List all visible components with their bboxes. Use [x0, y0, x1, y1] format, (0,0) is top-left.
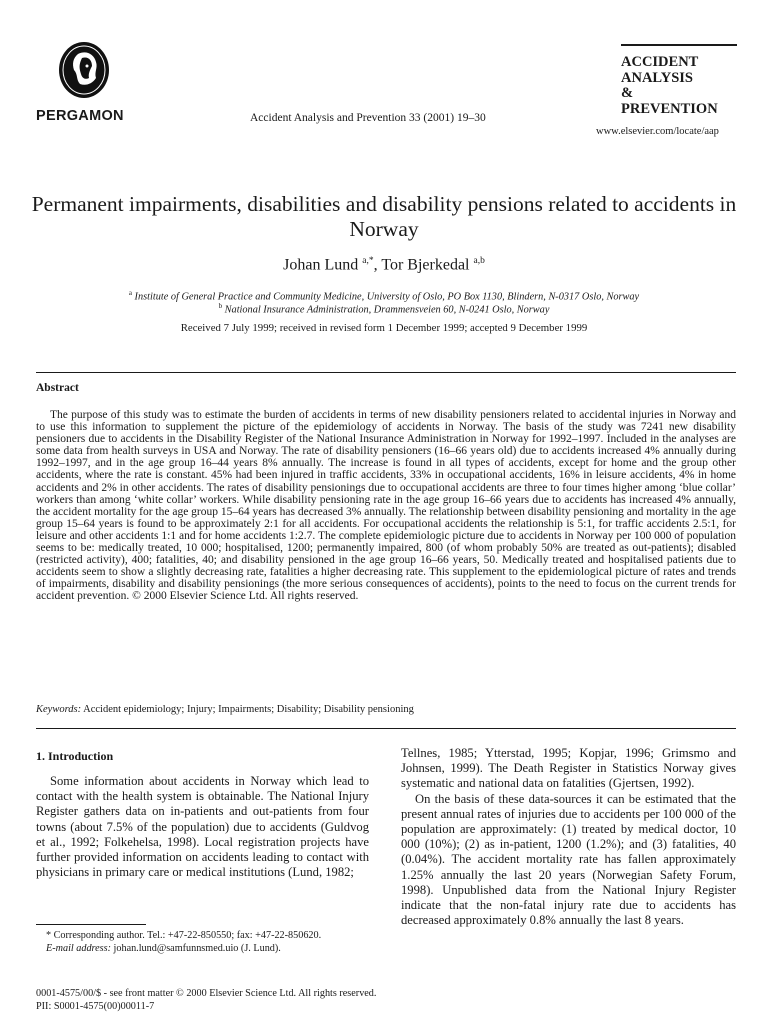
affiliation-text: Institute of General Practice and Community Medicine, University of Oslo, PO Box 1130, Blindern, N-0317 Oslo, Norway: [134, 291, 640, 303]
divider: [36, 728, 736, 729]
keywords-label: Keywords:: [36, 704, 82, 715]
author-name: Johan Lund: [283, 256, 359, 274]
author-separator: ,: [373, 256, 382, 274]
affiliation-mark: b: [218, 302, 223, 310]
keywords-list: Accident epidemiology; Injury; Impairments; Disability; Disability pensioning: [83, 704, 414, 715]
keywords: [36, 704, 414, 715]
copyright-block: [36, 988, 376, 1013]
body-paragraph: Tellnes, 1985; Ytterstad, 1995; Kopjar, 1996; Grimsmo and Johnsen, 1999). The Death Register in Statistics Norway gives systematic and national data on fatalities (Gjertsen, 1992).: [401, 746, 736, 791]
pii-line: PII: S0001-4575(00)00011-7: [36, 1000, 155, 1012]
email-label: E-mail address:: [46, 942, 111, 954]
journal-citation: Accident Analysis and Prevention 33 (2001) 19–30: [250, 112, 486, 124]
affiliation-mark: a: [128, 289, 132, 297]
author-affiliation-mark: a,b: [473, 256, 485, 266]
section-heading: 1. Introduction: [36, 749, 114, 763]
article-title: Permanent impairments, disabilities and disability pensions related to accidents in Norway: [31, 192, 737, 241]
author-name: Tor Bjerkedal: [381, 256, 470, 274]
journal-title-rule: [621, 44, 737, 46]
journal-url-link[interactable]: www.elsevier.com/locate/aap: [596, 126, 719, 137]
affiliation-b: [30, 302, 738, 315]
body-column-left: [36, 774, 369, 880]
body-column-right: [401, 746, 736, 928]
pergamon-logo-icon: [56, 40, 112, 100]
journal-title-line: &: [621, 85, 634, 101]
journal-title: [621, 55, 718, 117]
journal-title-line: ACCIDENT: [621, 54, 699, 70]
author-affiliation-mark: a,*: [362, 256, 374, 266]
affiliation-text: National Insurance Administration, Drammensveien 60, N-0241 Oslo, Norway: [224, 304, 550, 316]
footnote-rule: [36, 924, 146, 925]
abstract-heading: Abstract: [36, 382, 79, 394]
corresponding-author-note: * Corresponding author. Tel.: +47-22-850550; fax: +47-22-850620.: [46, 930, 322, 941]
affiliation-a: [30, 289, 738, 302]
email-note: [36, 943, 369, 956]
author-list: [30, 256, 738, 274]
received-dates: Received 7 July 1999; received in revised form 1 December 1999; accepted 9 December 1999: [180, 322, 588, 334]
body-paragraph: Some information about accidents in Norway which lead to contact with the health system is obtainable. The National Injury Register gathers data on in-patients and out-patients from four towns (about 7.5% of the population) due to accidents (Guldvog et al., 1992; Folkehelsa, 1998). Local registration projects have further provided information on accidents leading to contact with physicians in primary care or medical institutions (Lund, 1982;: [36, 774, 369, 880]
footnote: [36, 930, 369, 955]
journal-title-line: PREVENTION: [621, 100, 718, 117]
journal-title-line: ANALYSIS: [621, 69, 693, 86]
abstract-text: The purpose of this study was to estimate the burden of accidents in terms of new disability pensioners related to accidental injuries in Norway and to use this information to supplement the picture of the epidemiology of accidents in Norway. The basis of the study was 7241 new disability pensioners due to accidents in the Disability Register of the National Insurance Administration in Norway for 1992–1997. Included in the analyses are some data from health surveys in USA and Norway. The rate of disability pensioners (16–66 years old) due to accidents increased 4% annually during 1992–1997, and in the age group 16–44 years 8% annually. The increase is found in all types of accidents, except for home and the group other accidents, where the rate is constant. 45% had been injured in traffic accidents, 33% in occupational accidents, 16% in leisure accidents, 4% in home accidents and 2% in other accidents. The rates of disability pensionings due to occupational accidents are three to four times higher among ‘blue collar’ workers than among ‘white collar’ workers. While disability pensioning rate in the age group 16–66 years due to accidents has increased 4% annually, the accident mortality for the age group 15–64 years has decreased 3% annually. The relationship between disability pensioning and mortality in the age group 15–64 years is found to be approximately 2:1 for all accidents. For occupational accidents the relationship is 5:1, for traffic accidents 2.5:1, for leisure and other accidents 1:1 and for home accidents 1:2.7. The complete epidemiologic picture due to accidents in Norway per 100 000 of population seems to be: medically treated, 10 000; hospitalised, 1200; permanently impaired, 800 (of whom probably 50% are treated as out-patients); disabled (restricted activity), 400; fatalities, 40; and disability pensioned in the age group 16–66 years, 50. Medically treated and hospitalised patients due to accidents seem to show a slightly decreasing rate, fatalities a higher decreasing rate. This supplement to the epidemiological picture of rates and trends of impairments, disability and disability pensionings (the more serious consequences of accidents), points to the need to focus on the current trends for accident prevention. © 2000 Elsevier Science Ltd. All rights reserved.: [36, 409, 737, 603]
copyright-line: 0001-4575/00/$ - see front matter © 2000 Elsevier Science Ltd. All rights reserved.: [36, 988, 377, 999]
divider: [36, 372, 736, 373]
publisher-name: PERGAMON: [36, 108, 124, 124]
body-paragraph: On the basis of these data-sources it can be estimated that the present annual rates of injuries due to accidents per 100 000 of the population are approximately: (1) treated by medical doctor, 10 000 (10%); (2) as in-patient, 1200 (1.2%); and (3) fatalities, 40 (0.04%). The accident mortality rate has fallen approximately 1.25% annually the last 20 years (Norwegian Safety Forum, 1998). Unpublished data from the National Injury Register indicate that the non-fatal injury rate due to accidents has decreased approximately 0.8% annually the last 8 years.: [401, 791, 736, 928]
email-address-link[interactable]: johan.lund@samfunnsmed.uio (J. Lund).: [113, 942, 281, 954]
